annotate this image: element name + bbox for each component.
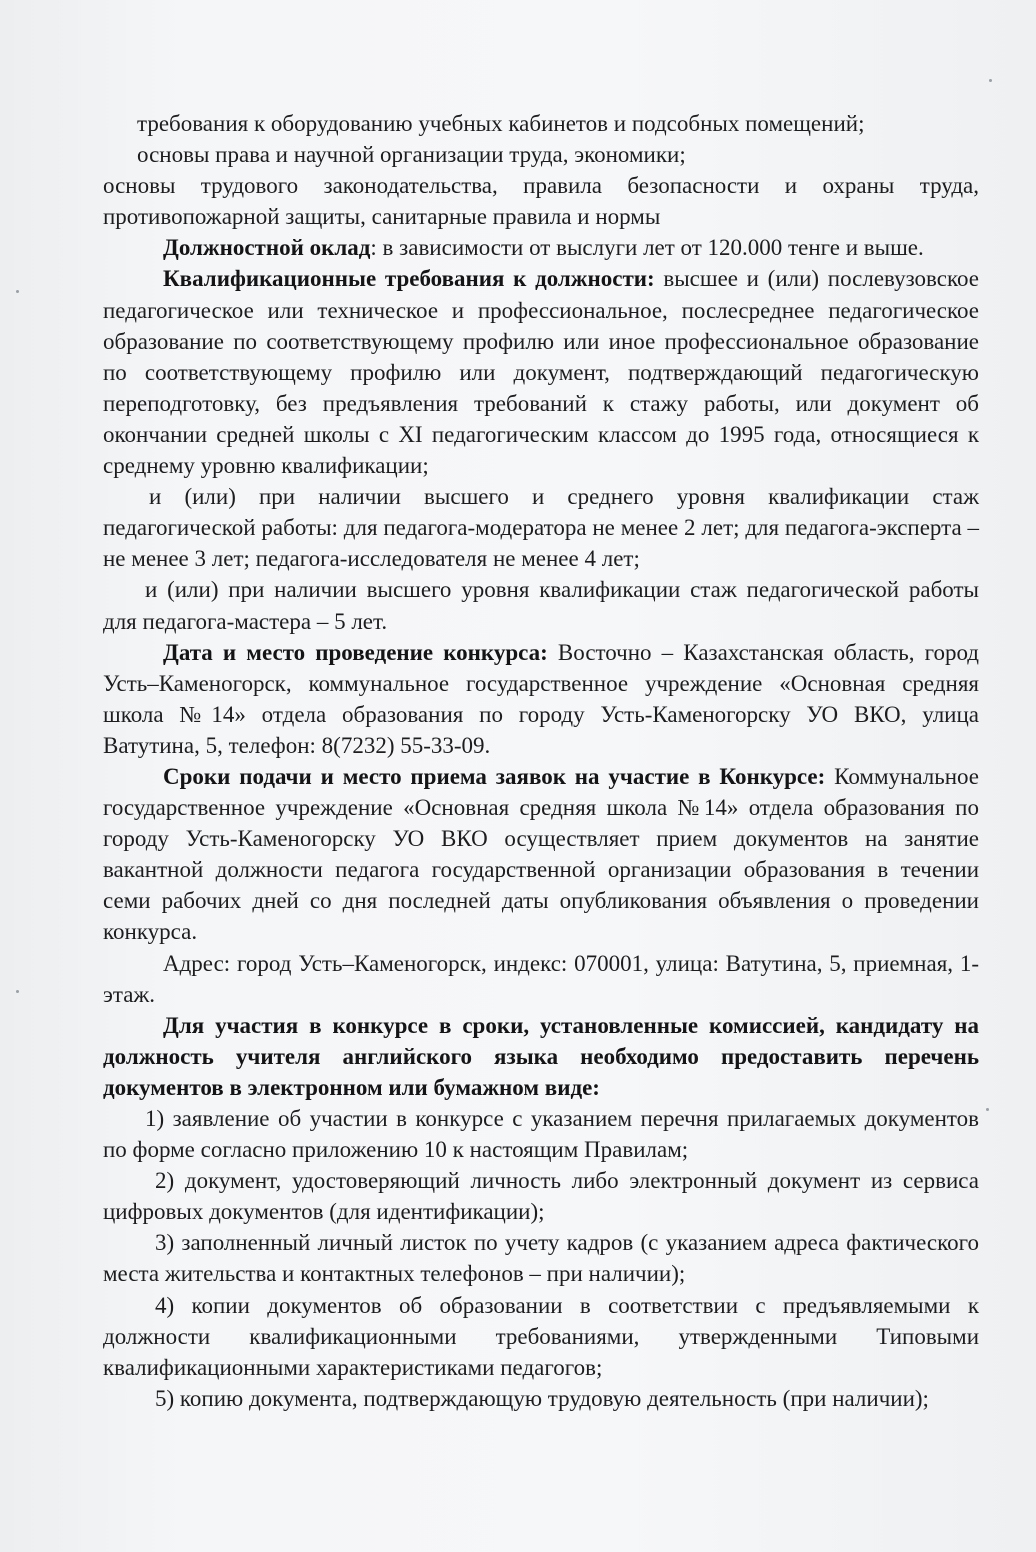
list-item: 2) документ, удостоверяющий личность либо электронный документ из сервиса цифровых документов (для идентификации); [103,1168,979,1225]
venue-label: Дата и место проведение конкурса: [163,639,548,665]
speck-mark [986,1108,989,1111]
qualification-label: Квалификационные требования к должности: [163,266,655,292]
list-item: 5) копию документа, подтверждающую трудовую деятельность (при наличии); [155,1385,929,1411]
qualification-text: высшее и (или) послевузовское педагогическое или техническое и профессиональное, послесреднее педагогическое образование по соответствующему профилю или иное профессиональное образование по соответствующему профилю или документ, подтверждающий педагогическую переподготовку, без предъявления требований к стажу работы, или документ об окончании средней школы с XI педагогическим классом до 1995 года, относящиеся к среднему уровню квалификации; [103,266,979,479]
venue-text: Восточно – Казахстанская область, город Усть–Каменогорск, коммунальное государственное учреждение «Основная средняя школа №14» отдела образования по городу Усть-Каменогорску УО ВКО, улица Ватутина, 5, телефон: 8(7232) 55-33-09. [103,639,979,758]
speck-mark [16,290,19,293]
documents-heading [103,1010,979,1103]
salary-text: : в зависимости от выслуги лет от 120.000 тенге и выше. [370,235,924,261]
list-item: 3) заполненный личный листок по учету кадров (с указанием адреса фактического места жительства и контактных телефонов – при наличии); [103,1230,979,1287]
paragraph-salary [103,232,979,263]
salary-label: Должностной оклад [163,235,371,261]
document-body [103,108,979,1414]
paragraph-venue [103,637,979,761]
paragraph-labor-legislation: основы трудового законодательства, правила безопасности и охраны труда, противопожарной защиты, санитарные правила и нормы [103,173,979,230]
deadline-text: Коммунальное государственное учреждение «Основная средняя школа №14» отдела образования по городу Усть-Каменогорску УО ВКО осуществляет прием документов на занятие вакантной должности педагога государственной организации образования в течении семи рабочих дней со дня последней даты опубликования объявления о проведении конкурса. [103,763,979,945]
paragraph-experience: и (или) при наличии высшего и среднего уровня квалификации стаж педагогической работы: для педагога-модератора не менее 2 лет; для педагога-эксперта – не менее 3 лет; педагога-исследователя не менее 4 лет; [103,484,979,572]
paragraph-master-experience: и (или) при наличии высшего уровня квалификации стаж педагогической работы для педагога-мастера – 5 лет. [103,577,979,634]
speck-mark [989,79,992,82]
paragraph-deadline [103,761,979,948]
list-item: 1) заявление об участии в конкурсе с указанием перечня прилагаемых документов по форме согласно приложению 10 к настоящим Правилам; [103,1106,979,1163]
paragraph-qualification [103,263,979,481]
speck-mark [16,990,19,993]
documents-heading-text: Для участия в конкурсе в сроки, установленные комиссией, кандидату на должность учителя английского языка необходимо предоставить перечень документов в электронном или бумажном виде: [103,1012,979,1100]
paragraph-address: Адрес: город Усть–Каменогорск, индекс: 070001, улица: Ватутина, 5, приемная, 1- этаж. [103,950,979,1007]
list-item: 4) копии документов об образовании в соответствии с предъявляемыми к должности квалификационными требованиями, утвержденными Типовыми квалификационными характеристиками педагогов; [103,1292,979,1380]
paragraph-equipment-requirements: требования к оборудованию учебных кабинетов и подсобных помещений; [137,111,865,136]
paragraph-law-basics: основы права и научной организации труда, экономики; [137,142,686,168]
deadline-label: Сроки подачи и место приема заявок на участие в Конкурсе: [163,763,826,789]
